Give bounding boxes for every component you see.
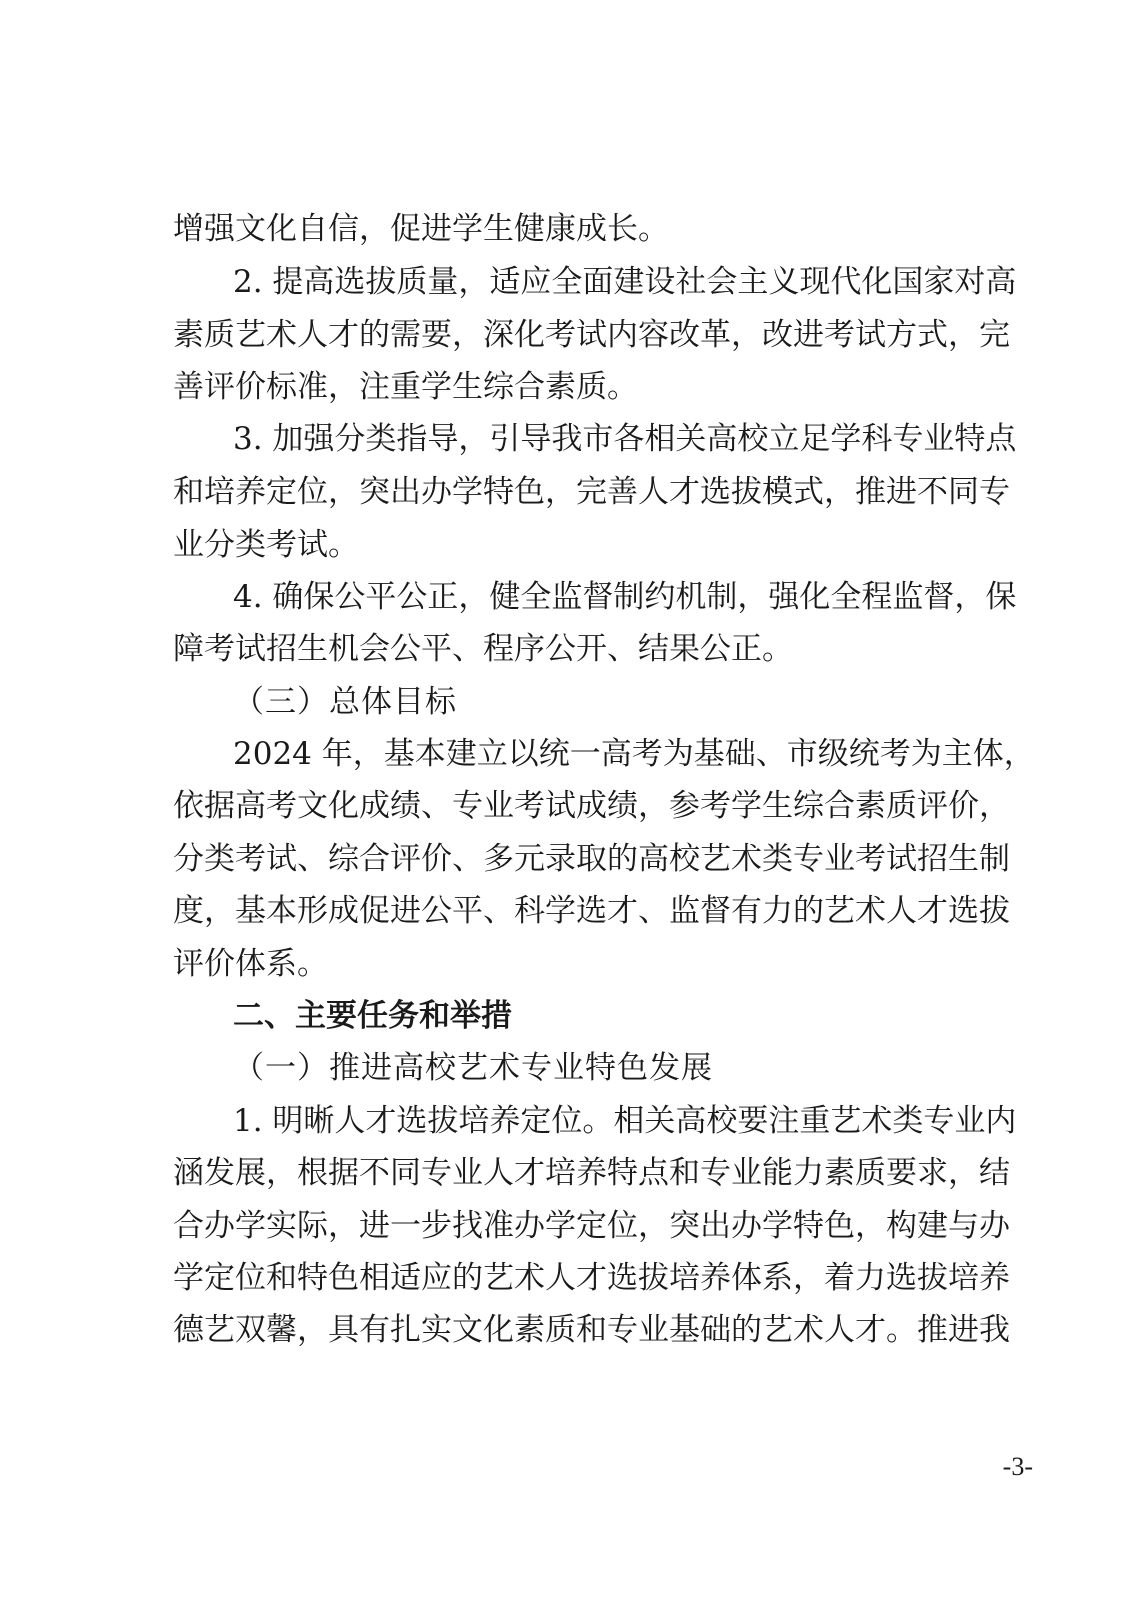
body-line: 合办学实际，进一步找准办学定位，突出办学特色，构建与办	[173, 1208, 1010, 1244]
body-line: 和培养定位，突出办学特色，完善人才选拔模式，推进不同专	[173, 474, 1010, 510]
page-number: -3-	[1002, 1452, 1033, 1481]
body-line: 分类考试、综合评价、多元录取的高校艺术类专业考试招生制	[173, 841, 1010, 877]
body-line: 善评价标准，注重学生综合素质。	[173, 369, 638, 405]
body-line: 评价体系。	[173, 946, 328, 982]
body-line: 涵发展，根据不同专业人才培养特点和专业能力素质要求，结	[173, 1155, 1010, 1191]
list-item-line: 3. 加强分类指导，引导我市各相关高校立足学科专业特点	[233, 421, 1017, 457]
body-line: 业分类考试。	[173, 527, 359, 563]
subsection-heading: （三）总体目标	[233, 684, 457, 720]
body-line: 学定位和特色相适应的艺术人才选拔培养体系，着力选拔培养	[173, 1260, 1010, 1296]
body-line: 素质艺术人才的需要，深化考试内容改革，改进考试方式，完	[173, 317, 1010, 353]
body-line: 度，基本形成促进公平、科学选才、监督有力的艺术人才选拔	[173, 893, 1010, 929]
subsection-heading: （一）推进高校艺术专业特色发展	[233, 1050, 713, 1086]
body-line: 障考试招生机会公平、程序公开、结果公正。	[173, 631, 793, 667]
body-line: 依据高考文化成绩、专业考试成绩，参考学生综合素质评价，	[173, 788, 1010, 824]
section-heading: 二、主要任务和举措	[233, 998, 512, 1034]
body-line: 德艺双馨，具有扎实文化素质和专业基础的艺术人才。推进我	[173, 1312, 1010, 1348]
list-item-line: 2. 提高选拔质量，适应全面建设社会主义现代化国家对高	[233, 264, 1017, 300]
body-line: 增强文化自信，促进学生健康成长。	[173, 211, 669, 247]
list-item-line: 1. 明晰人才选拔培养定位。相关高校要注重艺术类专业内	[233, 1103, 1017, 1139]
body-line: 2024 年，基本建立以统一高考为基础、市级统考为主体，	[233, 736, 1035, 772]
list-item-line: 4. 确保公平公正，健全监督制约机制，强化全程监督，保	[233, 579, 1017, 615]
